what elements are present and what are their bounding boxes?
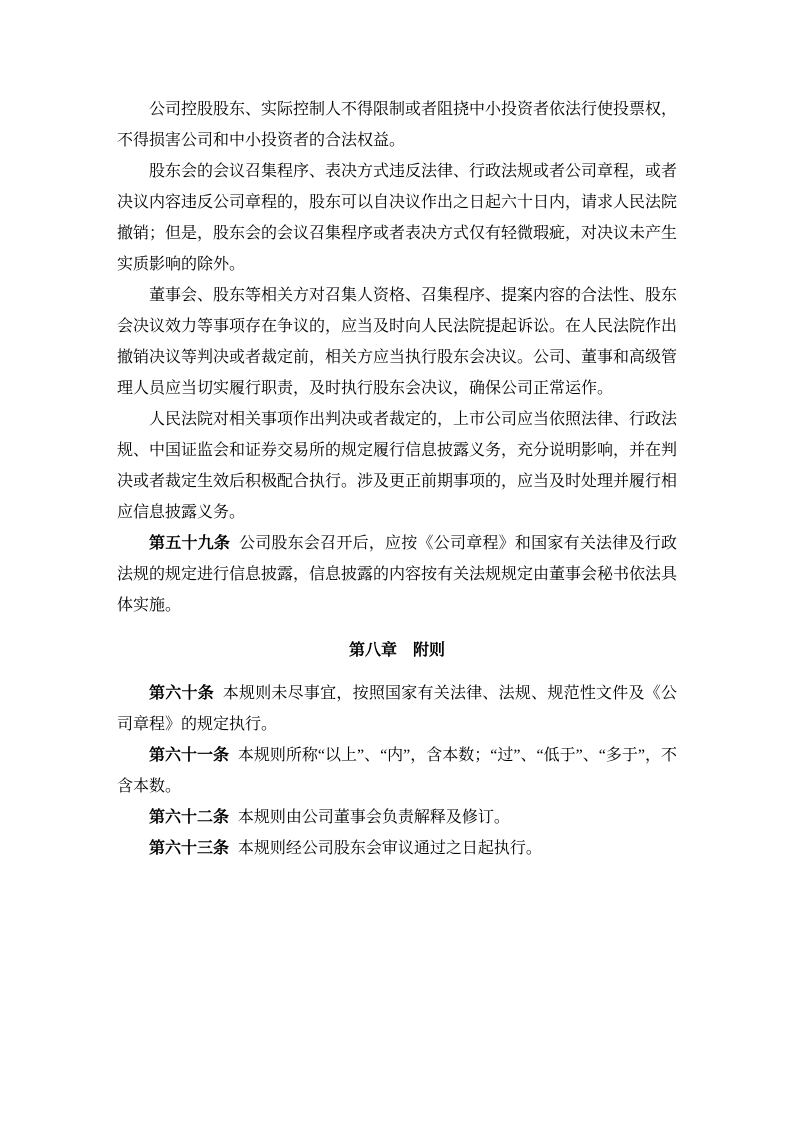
article-62-text: 本规则由公司董事会负责解释及修订。 [237,809,510,826]
article-60-text: 本规则未尽事宜，按照国家有关法律、法规、规范性文件及《公司章程》的规定执行。 [117,685,677,733]
paragraph-text: 公司控股股东、实际控制人不得限制或者阻挠中小投资者依法行使投票权，不得损害公司和中小投资者的合法权益。 [117,101,678,149]
article-60 [117,678,677,740]
paragraph-dispute-litigation [117,280,677,404]
article-61 [117,740,677,802]
paragraph-voting-rights [117,94,677,156]
paragraph-text: 人民法院对相关事项作出判决或者裁定的，上市公司应当依照法律、行政法规、中国证监会和证券交易所的规定履行信息披露义务，充分说明影响，并在判决或者裁定生效后积极配合执行。涉及更正前期事项的，应当及时处理并履行相应信息披露义务。 [117,411,678,521]
article-62 [117,802,677,833]
article-62-number: 第六十二条 [149,809,230,826]
article-59-number: 第五十九条 [149,535,231,552]
paragraph-text: 董事会、股东等相关方对召集人资格、召集程序、提案内容的合法性、股东会决议效力等事项存在争议的，应当及时向人民法院提起诉讼。在人民法院作出撤销决议等判决或者裁定前，相关方应当执行股东会决议。公司、董事和高级管理人员应当切实履行职责，及时执行股东会决议，确保公司正常运作。 [117,287,678,397]
article-61-number: 第六十一条 [149,747,230,764]
article-59 [117,528,677,621]
paragraph-resolution-revocation [117,156,677,280]
article-61-text: 本规则所称“以上”、“内”，含本数；“过”、“低于”、“多于”，不含本数。 [117,747,677,795]
document-text-block [117,94,677,864]
chapter-8-heading: 第八章 附则 [348,642,445,659]
article-63 [117,833,677,864]
paragraph-text: 股东会的会议召集程序、表决方式违反法律、行政法规或者公司章程，或者决议内容违反公司章程的，股东可以自决议作出之日起六十日内，请求人民法院撤销；但是，股东会的会议召集程序或者表决方式仅有轻微瑕疵，对决议未产生实质影响的除外。 [117,163,678,273]
article-59-text: 公司股东会召开后，应按《公司章程》和国家有关法律及行政法规的规定进行信息披露，信息披露的内容按有关法规规定由董事会秘书依法具体实施。 [117,535,678,614]
article-60-number: 第六十条 [149,685,214,702]
article-63-number: 第六十三条 [149,840,230,857]
article-63-text: 本规则经公司股东会审议通过之日起执行。 [237,840,542,857]
paragraph-court-ruling-disclosure [117,404,677,528]
